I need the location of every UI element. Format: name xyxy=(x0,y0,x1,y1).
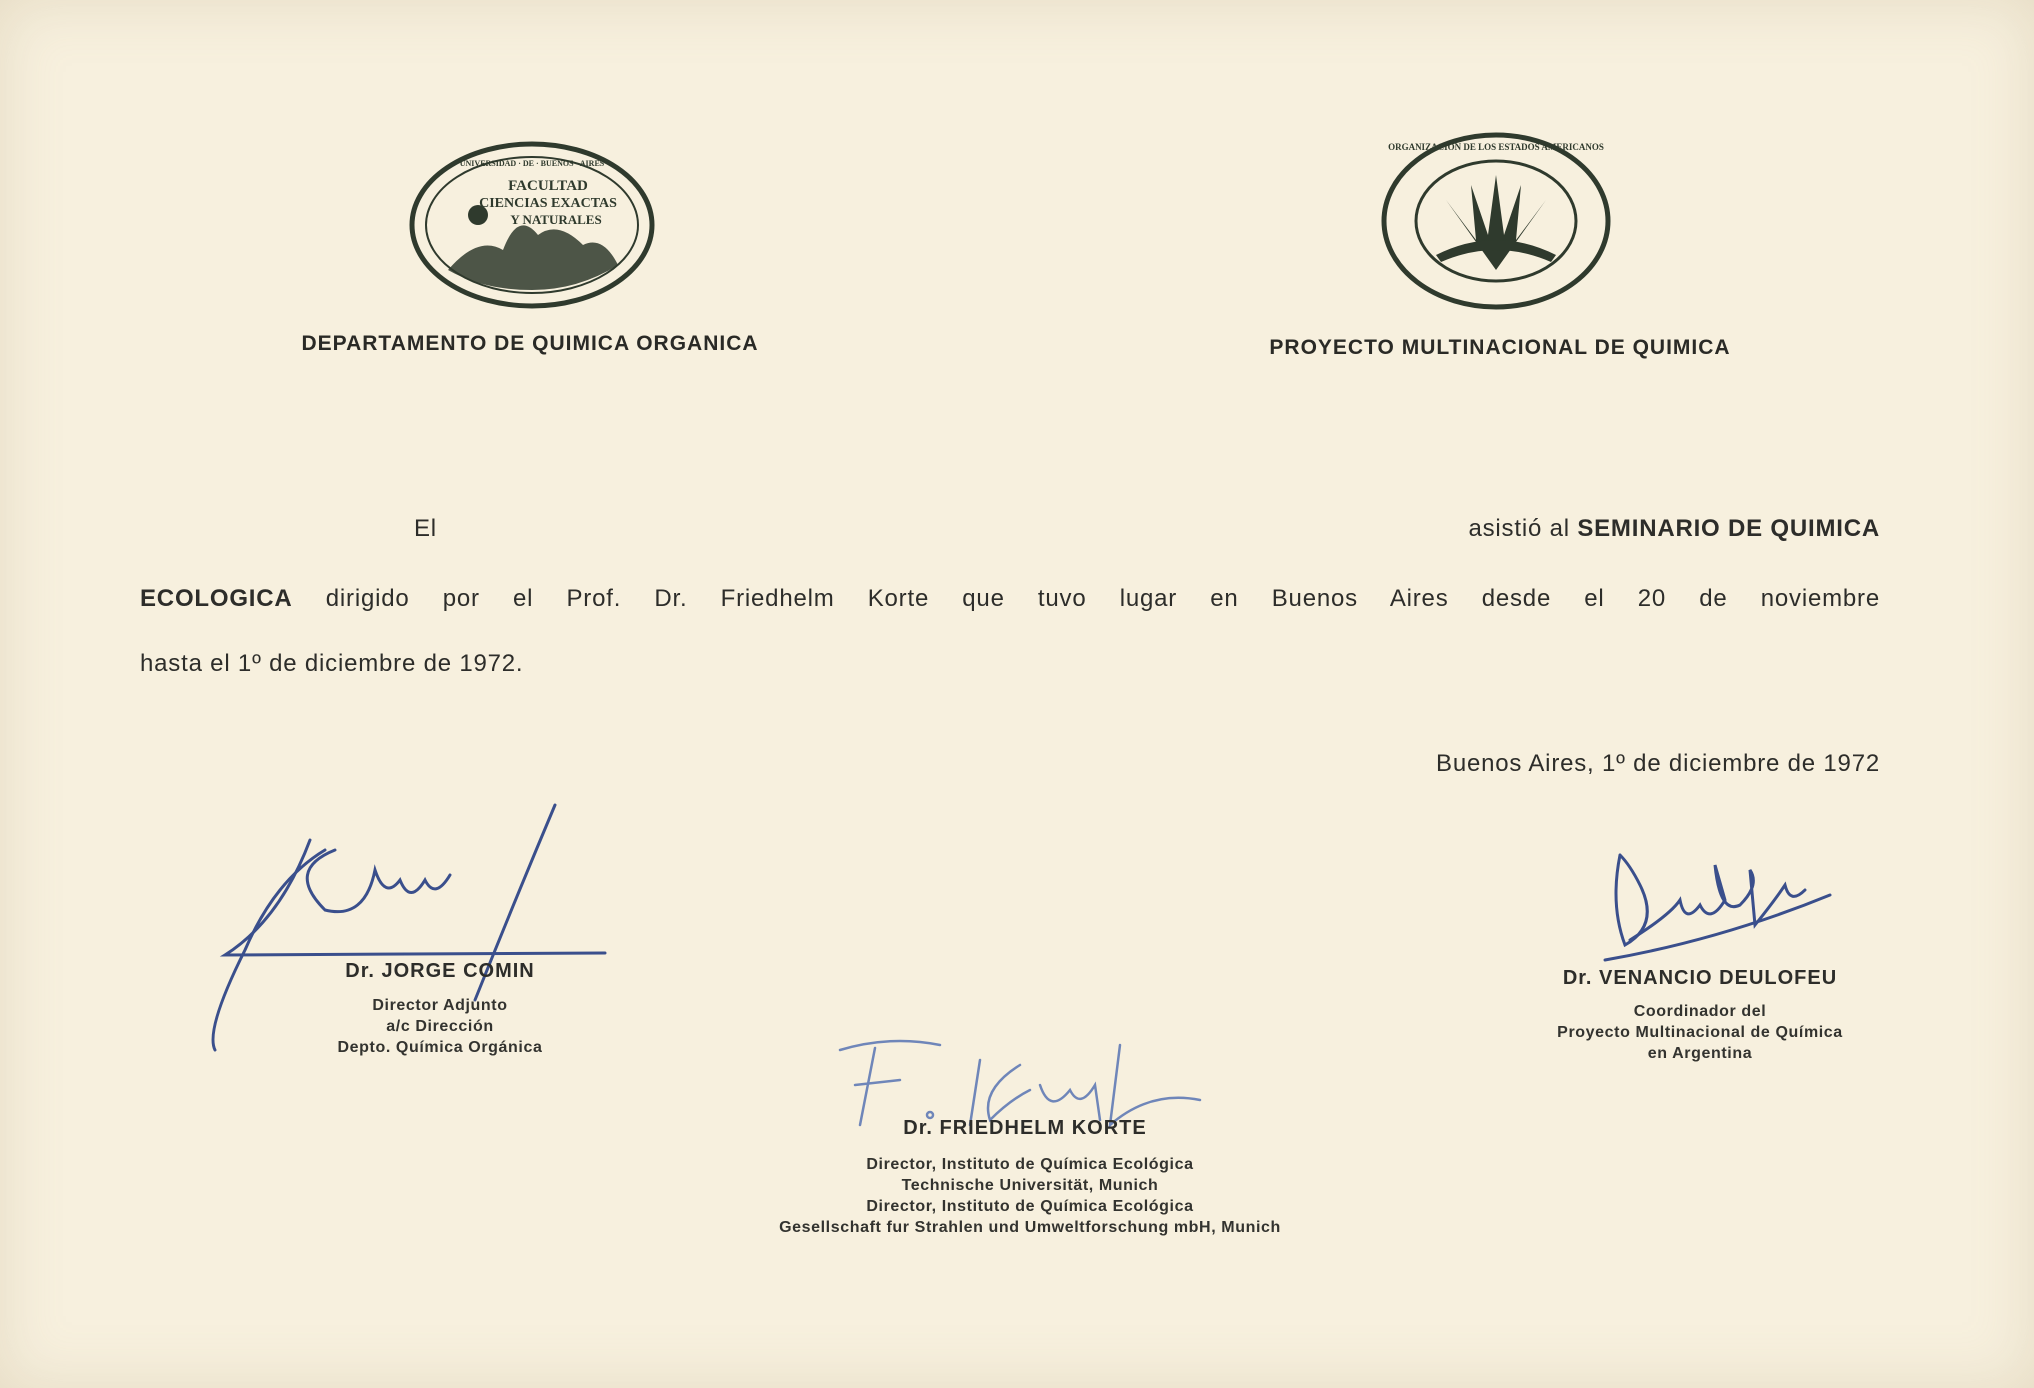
deulofeu-role-3: en Argentina xyxy=(1647,1045,1753,1062)
deulofeu-role-2: Proyecto Multinacional de Química xyxy=(1557,1024,1843,1041)
body-line-1 xyxy=(1100,515,1880,543)
korte-role-2: Technische Universität, Munich xyxy=(901,1177,1159,1194)
korte-role-4: Gesellschaft fur Strahlen und Umweltforschung mbH, Munich xyxy=(779,1219,1281,1236)
seal-ring-text: UNIVERSIDAD · DE · BUENOS · AIRES xyxy=(459,159,605,168)
seal-line-1: FACULTAD xyxy=(508,178,588,194)
body-line-2-bold: ECOLOGICA xyxy=(140,585,293,612)
university-seal xyxy=(408,140,656,310)
deulofeu-signature xyxy=(1600,845,1840,965)
oas-seal-icon xyxy=(1376,130,1616,312)
deulofeu-roles xyxy=(1460,1001,1940,1064)
oas-seal xyxy=(1376,130,1616,312)
oas-ring-text: ORGANIZACION DE LOS ESTADOS AMERICANOS xyxy=(1388,142,1604,152)
deulofeu-role-1: Coordinador del xyxy=(1633,1003,1767,1020)
body-line-1-bold: SEMINARIO DE QUIMICA xyxy=(1577,515,1880,542)
korte-role-3: Director, Instituto de Química Ecológica xyxy=(866,1198,1194,1215)
body-line-2 xyxy=(140,585,1880,613)
comin-role-2: a/c Dirección xyxy=(386,1018,494,1035)
korte-role-1: Director, Instituto de Química Ecológica xyxy=(866,1156,1194,1173)
place-date: Buenos Aires, 1º de diciembre de 1972 xyxy=(1436,750,1880,777)
comin-roles xyxy=(260,995,620,1058)
comin-role-1: Director Adjunto xyxy=(372,997,508,1014)
right-department-title: PROYECTO MULTINACIONAL DE QUIMICA xyxy=(1269,336,1731,359)
university-seal-icon xyxy=(408,140,656,310)
left-department-title: DEPARTAMENTO DE QUIMICA ORGANICA xyxy=(301,332,759,355)
seal-line-3: Y NATURALES xyxy=(510,212,602,227)
body-line-3: hasta el 1º de diciembre de 1972. xyxy=(140,650,524,677)
comin-role-3: Depto. Química Orgánica xyxy=(337,1039,543,1056)
comin-name: Dr. JORGE COMIN xyxy=(345,960,535,982)
body-el: El xyxy=(414,515,437,542)
deulofeu-name: Dr. VENANCIO DEULOFEU xyxy=(1562,967,1838,989)
seal-line-2: CIENCIAS EXACTAS xyxy=(479,196,617,211)
korte-roles xyxy=(620,1154,1440,1238)
deulofeu-signature-icon xyxy=(1600,845,1840,965)
korte-name: Dr. FRIEDHELM KORTE xyxy=(903,1117,1147,1139)
body-line-1-prefix: asistió al xyxy=(1468,515,1570,542)
body-line-2-rest: dirigido por el Prof. Dr. Friedhelm Korte que tuvo lugar en Buenos Aires desde el 20 de noviembre xyxy=(325,585,1880,612)
